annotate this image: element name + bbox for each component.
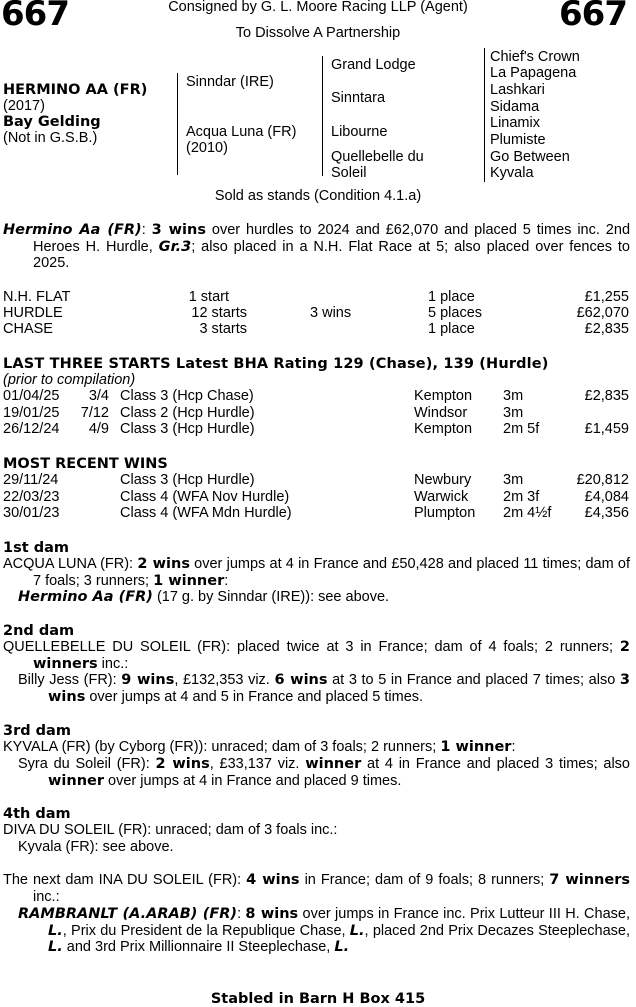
lot-number-left: 667 (1, 0, 69, 34)
wins-bold: 4 wins (246, 872, 300, 888)
winner-bold: winner (48, 772, 104, 789)
text: : (224, 572, 229, 589)
record-places: 5 places (428, 305, 483, 321)
win-prize: £4,356 (584, 505, 629, 521)
pedigree-great-grandparent: Sidama (490, 99, 540, 115)
listed-badge: L. (334, 939, 350, 956)
lot-number-right: 667 (559, 0, 627, 34)
win-course: Warwick (414, 489, 469, 505)
record-row (3, 305, 629, 322)
win-race: Class 3 (Hcp Hurdle) (120, 472, 255, 488)
start-prize: £1,459 (584, 421, 629, 437)
text: DIVA DU SOLEIL (FR): unraced; dam of 3 foals inc.: (3, 822, 338, 838)
text: QUELLEBELLE DU SOLEIL (FR): placed twice at 3 in France; dam of 4 foals; 2 runners; (3, 639, 620, 655)
progeny-name: RAMBRANLT (A.ARAB) (FR) (18, 906, 238, 922)
start-date: 01/04/25 (3, 388, 60, 404)
sale-reason: To Dissolve A Partnership (235, 25, 401, 41)
wins-bold: 9 wins (121, 672, 175, 688)
text: inc.: (33, 888, 60, 905)
start-course: Kempton (414, 388, 473, 404)
fourth-dam-progeny (3, 839, 630, 856)
start-race: Class 3 (Hcp Chase) (120, 388, 254, 404)
fourth-dam-heading: 4th dam (3, 806, 71, 822)
start-date: 26/12/24 (3, 421, 60, 437)
last-three-heading: LAST THREE STARTS Latest BHA Rating 129 (Chase), 139 (Hurdle) (3, 356, 549, 372)
last-start-row (3, 421, 629, 438)
start-position: 4/9 (88, 421, 109, 437)
text: The next dam INA DU SOLEIL (FR): (3, 872, 247, 888)
win-date: 29/11/24 (3, 472, 59, 488)
recent-win-row (3, 505, 629, 522)
record-starts: 3 starts (199, 321, 247, 337)
second-dam-progeny (3, 672, 630, 705)
start-course: Kempton (414, 421, 473, 437)
win-distance: 2m 3f (503, 489, 540, 505)
winner-bold: 1 winner (440, 739, 512, 755)
text: inc.: (97, 655, 129, 672)
pedigree-great-grandparent: Chief's Crown (490, 49, 580, 65)
pedigree-grandparent-cont: Soleil (331, 165, 367, 181)
record-starts: 12 starts (191, 305, 247, 321)
text: in France; dam of 9 foals; 8 runners; (299, 872, 550, 888)
win-date: 22/03/23 (3, 489, 60, 505)
text: , placed 2nd Prix Decazes Steeplechase, (364, 922, 630, 939)
record-prize: £1,255 (584, 289, 629, 305)
summary-horse-name: Hermino Aa (FR) (3, 222, 142, 238)
text: , £33,137 viz. (209, 756, 306, 772)
next-dam-progeny (3, 906, 630, 956)
horse-description: Bay Gelding (3, 114, 101, 130)
record-starts: 1 start (188, 289, 229, 305)
third-dam-text (3, 739, 630, 756)
pedigree-sire: Sinndar (IRE) (186, 74, 274, 90)
progeny-name: Hermino Aa (FR) (18, 589, 153, 605)
start-prize: £2,835 (584, 388, 629, 404)
text: at 4 in France and placed 3 times; also (361, 756, 630, 772)
summary-grade: Gr.3 (158, 238, 192, 255)
pedigree-great-grandparent: Kyvala (490, 165, 534, 181)
text: and 3rd Prix Millionnaire II Steeplechase, (62, 939, 335, 956)
horse-year: (2017) (3, 98, 45, 114)
text: Billy Jess (FR): (18, 672, 122, 688)
pedigree-grandparent: Libourne (331, 124, 388, 140)
fourth-dam-text (3, 822, 630, 839)
stabling-info: Stabled in Barn H Box 415 (210, 991, 426, 1007)
second-dam-heading: 2nd dam (3, 623, 75, 639)
record-prize: £62,070 (576, 305, 629, 321)
pedigree-great-grandparent: Plumiste (490, 132, 546, 148)
wins-bold: 8 wins (245, 906, 299, 922)
pedigree-great-grandparent: La Papagena (490, 65, 577, 81)
horse-register: (Not in G.S.B.) (3, 130, 98, 146)
recent-wins-heading: MOST RECENT WINS (3, 456, 168, 472)
wins-bold: 2 wins (137, 556, 190, 572)
text: ACQUA LUNA (FR): (3, 556, 138, 572)
text: Kyvala (FR): see above. (18, 839, 174, 855)
listed-badge: L. (349, 922, 365, 939)
text: : (237, 906, 246, 922)
start-distance: 3m (503, 405, 524, 421)
record-places: 1 place (428, 289, 475, 305)
win-distance: 3m (503, 472, 524, 488)
win-date: 30/01/23 (3, 505, 60, 521)
win-prize: £4,084 (584, 489, 629, 505)
win-course: Newbury (414, 472, 472, 488)
pedigree-divider-1 (177, 73, 178, 175)
sale-condition: Sold as stands (Condition 4.1.a) (214, 188, 422, 204)
text: KYVALA (FR) (by Cyborg (FR)): unraced; dam of 3 foals; 2 runners; (3, 739, 441, 755)
text: over jumps at 4 and 5 in France and placed 5 times. (85, 688, 424, 705)
pedigree-great-grandparent: Linamix (490, 115, 540, 131)
text: (17 g. by Sinndar (IRE)): see above. (152, 589, 390, 605)
record-wins: 3 wins (310, 305, 352, 321)
listed-badge: L. (48, 939, 63, 956)
pedigree-grandparent: Grand Lodge (331, 57, 416, 73)
win-race: Class 4 (WFA Nov Hurdle) (120, 489, 290, 505)
last-three-note: (prior to compilation) (3, 372, 136, 388)
summary-text: ; also placed in a N.H. Flat Race at 5; also placed over fences to 2025. (33, 238, 630, 272)
start-race: Class 2 (Hcp Hurdle) (120, 405, 255, 421)
record-type: HURDLE (3, 305, 63, 321)
pedigree-dam-year: (2010) (186, 140, 228, 156)
pedigree-great-grandparent: Lashkari (490, 82, 545, 98)
summary-text: over hurdles to 2024 and £62,070 and placed 5 times inc. 2nd Heroes H. Hurdle, (33, 222, 631, 255)
win-distance: 2m 4½f (503, 505, 552, 521)
winners-bold: 2 winners (33, 639, 630, 672)
text: at 3 to 5 in France and placed 7 times; also (327, 672, 620, 688)
pedigree-grandparent: Quellebelle du (331, 149, 424, 165)
recent-win-row (3, 489, 629, 506)
third-dam-heading: 3rd dam (3, 723, 71, 739)
record-row (3, 321, 629, 338)
record-prize: £2,835 (584, 321, 629, 337)
text: , Prix du President de la Republique Chase, (62, 922, 350, 939)
start-position: 3/4 (88, 388, 109, 404)
winner-bold: winner (305, 756, 362, 772)
consignor: Consigned by G. L. Moore Racing LLP (Agent) (168, 0, 468, 15)
start-distance: 3m (503, 388, 524, 404)
horse-name: HERMINO AA (FR) (3, 82, 148, 98)
pedigree-dam: Acqua Luna (FR) (186, 124, 297, 140)
first-dam-heading: 1st dam (3, 540, 69, 556)
listed-badge: L. (48, 922, 63, 939)
record-type: CHASE (3, 321, 53, 337)
pedigree-divider-3 (484, 48, 485, 182)
text: : (511, 739, 516, 755)
pedigree-divider-2 (322, 56, 323, 176)
text: over jumps at 4 in France and £50,428 and placed 11 times; dam of 7 foals; 3 runners; (33, 556, 630, 589)
win-course: Plumpton (414, 505, 476, 521)
win-prize: £20,812 (576, 472, 629, 488)
text: over jumps at 4 in France and placed 9 times. (104, 772, 402, 789)
text: Syra du Soleil (FR): (18, 756, 156, 772)
record-row (3, 289, 629, 306)
winners-bold: 7 winners (549, 872, 630, 888)
third-dam-progeny (3, 756, 630, 789)
text: over jumps in France inc. Prix Lutteur III H. Chase, (298, 906, 630, 922)
recent-win-row (3, 472, 629, 489)
pedigree-grandparent: Sinntara (331, 90, 386, 106)
first-dam-text (3, 556, 630, 589)
pedigree-great-grandparent: Go Between (490, 149, 570, 165)
start-distance: 2m 5f (503, 421, 540, 437)
second-dam-text (3, 639, 630, 672)
start-race: Class 3 (Hcp Hurdle) (120, 421, 255, 437)
record-places: 1 place (428, 321, 475, 337)
wins-bold: 3 wins (48, 672, 630, 705)
first-dam-progeny (3, 589, 630, 606)
last-start-row (3, 405, 629, 422)
summary-wins: 3 wins (151, 222, 206, 238)
start-date: 19/01/25 (3, 405, 60, 421)
last-start-row (3, 388, 629, 405)
win-race: Class 4 (WFA Mdn Hurdle) (120, 505, 292, 521)
record-type: N.H. FLAT (3, 289, 71, 305)
next-dam-text (3, 872, 630, 905)
race-summary: Hermino Aa (FR): 3 wins over hurdles to 2024 and £62,070 and placed 5 times inc. 2nd Heroes H. Hurdle, Gr.3; also placed in a N.H. Flat Race at 5; also placed over fences to 2025. (3, 222, 631, 272)
start-course: Windsor (414, 405, 468, 421)
winner-bold: 1 winner (153, 572, 225, 589)
wins-bold: 6 wins (274, 672, 328, 688)
text: , £132,353 viz. (174, 672, 275, 688)
start-position: 7/12 (80, 405, 109, 421)
wins-bold: 2 wins (155, 756, 210, 772)
